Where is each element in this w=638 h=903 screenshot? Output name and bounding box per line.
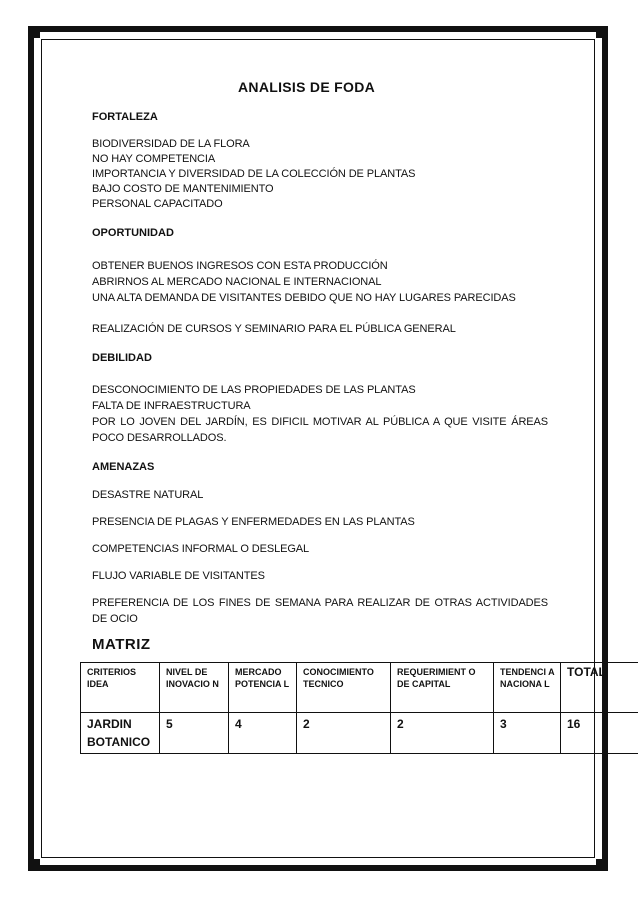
list-item: PRESENCIA DE PLAGAS Y ENFERMEDADES EN LAS PLANTAS [92,516,415,528]
table-cell: JARDIN BOTANICO [81,713,160,754]
table-cell: 2 [391,713,494,754]
table-header-cell: TOTAL [561,663,638,713]
matrix-title: MATRIZ [92,636,151,653]
table-header-cell: NIVEL DE INOVACIO N [160,663,229,713]
table-cell: 3 [494,713,561,754]
border-corner [596,859,608,871]
table-header-cell: CRITERIOS IDEA [81,663,160,713]
table-header-cell: CONOCIMIENTO TECNICO [297,663,391,713]
list-item: ABRIRNOS AL MERCADO NACIONAL E INTERNACIONAL [92,276,382,288]
list-item: PERSONAL CAPACITADO [92,198,223,210]
list-item: UNA ALTA DEMANDA DE VISITANTES DEBIDO QUE NO HAY LUGARES PARECIDAS [92,292,516,304]
border-corner [28,26,40,38]
list-item: IMPORTANCIA Y DIVERSIDAD DE LA COLECCIÓN DE PLANTAS [92,168,416,180]
table-header-row [81,663,638,713]
page-title: ANALISIS DE FODA [238,79,376,95]
border-corner [596,26,608,38]
table-header-cell: REQUERIMIENT O DE CAPITAL [391,663,494,713]
section-heading-fortaleza: FORTALEZA [92,111,158,123]
list-item: FALTA DE INFRAESTRUCTURA [92,400,251,412]
list-item: POR LO JOVEN DEL JARDÍN, ES DIFICIL MOTIVAR AL PÚBLICA A QUE VISITE ÁREAS POCO DESARROLLADOS. [92,416,548,444]
section-heading-amenazas: AMENAZAS [92,461,155,473]
list-item: OBTENER BUENOS INGRESOS CON ESTA PRODUCCIÓN [92,260,388,272]
list-item: FLUJO VARIABLE DE VISITANTES [92,570,265,582]
matrix-table [80,662,638,754]
border-corner [28,859,40,871]
table-row [81,713,638,754]
table-header-cell: TENDENCI A NACIONA L [494,663,561,713]
list-item: NO HAY COMPETENCIA [92,153,216,165]
list-item: PREFERENCIA DE LOS FINES DE SEMANA PARA REALIZAR DE OTRAS ACTIVIDADES DE OCIO [92,597,548,625]
table-cell: 2 [297,713,391,754]
section-heading-debilidad: DEBILIDAD [92,352,152,364]
table-cell: 4 [229,713,297,754]
table-header-cell: MERCADO POTENCIA L [229,663,297,713]
list-item: BAJO COSTO DE MANTENIMIENTO [92,183,274,195]
list-item: REALIZACIÓN DE CURSOS Y SEMINARIO PARA EL PÚBLICA GENERAL [92,323,456,335]
list-item: BIODIVERSIDAD DE LA FLORA [92,138,250,150]
section-heading-oportunidad: OPORTUNIDAD [92,227,174,239]
list-item: COMPETENCIAS INFORMAL O DESLEGAL [92,543,310,555]
list-item: DESCONOCIMIENTO DE LAS PROPIEDADES DE LAS PLANTAS [92,384,416,396]
table-cell: 5 [160,713,229,754]
table-cell: 16 [561,713,638,754]
list-item: DESASTRE NATURAL [92,489,204,501]
